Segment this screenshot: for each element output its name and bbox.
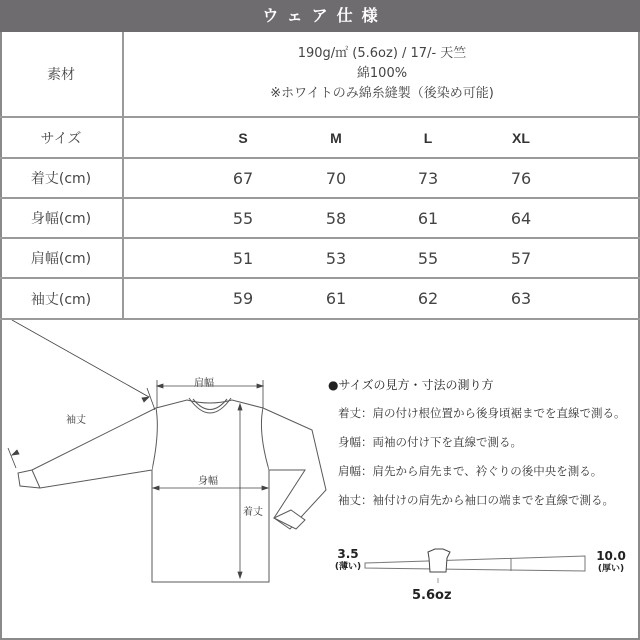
instructions-title: ●サイズの見方・寸法の測り方 — [328, 378, 494, 392]
size-header-row — [0, 118, 640, 159]
weight-min-value: 3.5 — [337, 547, 359, 561]
table-row — [0, 199, 640, 239]
weight-scale-max — [588, 550, 634, 576]
measurement-instructions — [328, 376, 638, 521]
body-width-label: 身幅 — [198, 476, 218, 487]
cell-value: 70 — [325, 168, 347, 188]
instruction-body-width: 身幅：両袖の付け下を直線で測る。 — [338, 435, 522, 449]
body-length-label: 着丈 — [243, 507, 263, 518]
cell-value: 55 — [417, 248, 439, 268]
instruction-sleeve-length: 袖丈：袖付けの肩先から袖口の端までを直線で測る。 — [338, 493, 614, 507]
weight-min-label: (薄い) — [334, 562, 362, 572]
cell-value: 59 — [232, 289, 254, 308]
table-row — [0, 279, 640, 320]
weight-max-value: 10.0 — [596, 549, 626, 563]
cell-value: 76 — [510, 168, 532, 188]
material-details — [124, 32, 640, 116]
size-l: L — [423, 129, 433, 146]
material-row — [0, 32, 640, 118]
size-m: M — [330, 129, 342, 146]
material-label: 素材 — [0, 32, 124, 116]
cell-value: 61 — [417, 208, 439, 228]
table-row — [0, 239, 640, 279]
cell-value: 51 — [232, 248, 254, 268]
weight-max-label: (厚い) — [597, 564, 625, 574]
page-title: ウェア仕様 — [0, 0, 640, 32]
size-s: S — [238, 129, 248, 146]
cell-value: 58 — [325, 208, 347, 228]
sleeve-length-label: 袖丈 — [66, 415, 86, 426]
cell-value: 57 — [510, 248, 532, 268]
cell-value: 63 — [510, 289, 532, 308]
material-line-fabric: 190g/㎡ (5.6oz) / 17/- 天竺 — [297, 46, 467, 61]
material-line-cotton: 綿100% — [356, 66, 408, 81]
cell-value: 73 — [417, 168, 439, 188]
cell-value: 64 — [510, 208, 532, 228]
weight-scale-min — [328, 548, 368, 574]
cell-value: 62 — [417, 289, 439, 308]
instruction-shoulder-width: 肩幅：肩先から肩先まで、衿ぐりの後中央を測る。 — [338, 464, 603, 478]
instruction-body-length: 着丈：肩の付け根位置から後身頃裾までを直線で測る。 — [338, 406, 626, 420]
material-line-note: ※ホワイトのみ綿糸縫製（後染め可能) — [270, 86, 494, 101]
row-label: 肩幅(cm) — [0, 239, 124, 277]
size-xl: XL — [512, 129, 530, 146]
cell-value: 67 — [232, 168, 254, 188]
row-label: 袖丈(cm) — [0, 279, 124, 318]
size-header-label: サイズ — [0, 118, 124, 157]
weight-current: 5.6oz — [412, 588, 452, 603]
shoulder-width-label: 肩幅 — [194, 378, 214, 389]
cell-value: 61 — [325, 289, 347, 308]
row-label: 着丈(cm) — [0, 159, 124, 197]
table-row — [0, 159, 640, 199]
cell-value: 55 — [232, 208, 254, 228]
row-label: 身幅(cm) — [0, 199, 124, 237]
cell-value: 53 — [325, 248, 347, 268]
